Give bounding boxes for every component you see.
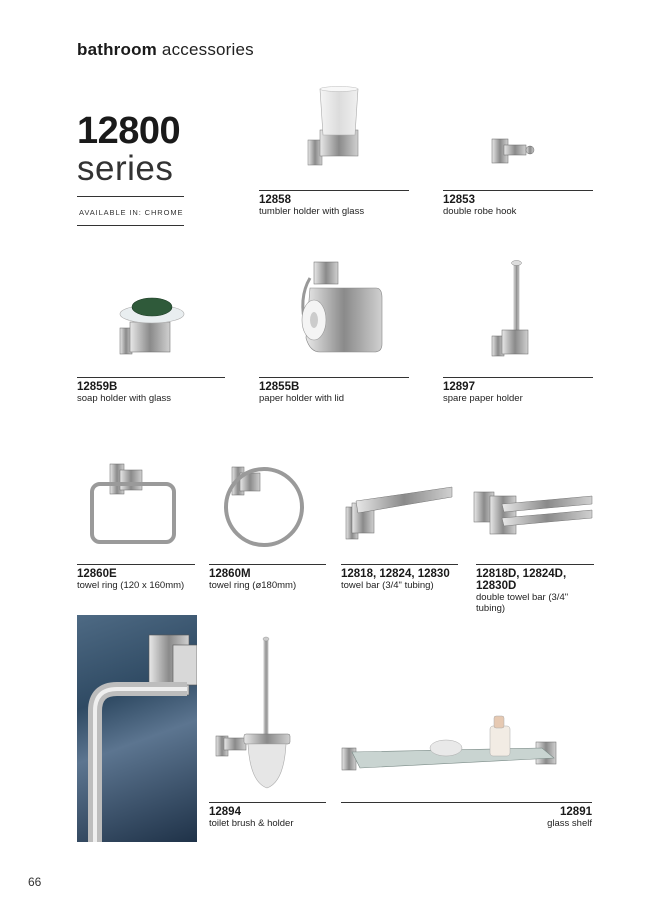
product-code: 12894 — [209, 806, 241, 818]
product-12858 — [259, 190, 409, 217]
divider — [77, 564, 195, 565]
product-12818d — [476, 564, 594, 614]
page-number: 66 — [28, 875, 42, 889]
product-code: 12859B — [77, 381, 118, 393]
product-code: 12891 — [560, 806, 592, 818]
tumbler-holder-image — [300, 85, 370, 170]
product-description: spare paper holder — [443, 393, 523, 404]
divider — [209, 802, 326, 803]
product-12897 — [443, 377, 593, 404]
product-description: soap holder with glass — [77, 393, 171, 404]
product-code: 12860E — [77, 568, 117, 580]
divider — [77, 377, 225, 378]
product-12891 — [341, 802, 592, 829]
product-code: 12858 — [259, 194, 291, 206]
product-12859b — [77, 377, 225, 404]
product-description: paper holder with lid — [259, 393, 345, 404]
divider — [209, 564, 326, 565]
product-12860e — [77, 564, 195, 591]
towel-ring-rect-image — [88, 460, 180, 548]
divider — [341, 802, 592, 803]
series-number: 12800 — [77, 110, 181, 152]
product-code: 12897 — [443, 381, 475, 393]
product-description: towel ring (ø180mm) — [209, 580, 297, 591]
divider — [443, 190, 593, 191]
product-12860m — [209, 564, 326, 591]
series-word: series — [77, 149, 174, 188]
product-description: tumbler holder with glass — [259, 206, 365, 217]
product-12853 — [443, 190, 593, 217]
product-code: 12855B — [259, 381, 300, 393]
product-12855b — [259, 377, 409, 404]
product-description: double robe hook — [443, 206, 517, 217]
product-code: 12818D, 12824D, 12830D — [476, 568, 567, 592]
product-12818 — [341, 564, 458, 591]
series-block — [77, 112, 184, 226]
towel-bar-image — [344, 485, 454, 543]
section-heading — [77, 40, 254, 60]
toilet-brush-image — [214, 634, 294, 794]
divider — [443, 377, 593, 378]
product-code: 12853 — [443, 194, 475, 206]
divider — [77, 225, 184, 226]
divider — [259, 377, 409, 378]
lifestyle-photo — [77, 615, 197, 842]
robe-hook-image — [490, 133, 540, 168]
towel-ring-round-image — [216, 463, 308, 551]
product-description: towel ring (120 x 160mm) — [77, 580, 185, 591]
product-code: 12818, 12824, 12830 — [341, 568, 450, 580]
availability-note: AVAILABLE IN: CHROME — [79, 208, 184, 217]
product-description: double towel bar (3/4" tubing) — [476, 592, 569, 614]
divider — [476, 564, 594, 565]
product-description: towel bar (3/4" tubing) — [341, 580, 434, 591]
product-description: toilet brush & holder — [209, 818, 294, 829]
product-description: glass shelf — [547, 818, 592, 829]
spare-paper-holder-image — [490, 258, 540, 358]
paper-holder-image — [296, 258, 386, 368]
product-12894 — [209, 802, 326, 829]
divider — [259, 190, 409, 191]
heading-light: accessories — [161, 40, 254, 59]
soap-holder-image — [118, 292, 190, 362]
glass-shelf-image — [338, 712, 560, 774]
product-code: 12860M — [209, 568, 251, 580]
divider — [341, 564, 458, 565]
double-towel-bar-image — [472, 488, 596, 543]
heading-bold: bathroom — [77, 40, 157, 59]
